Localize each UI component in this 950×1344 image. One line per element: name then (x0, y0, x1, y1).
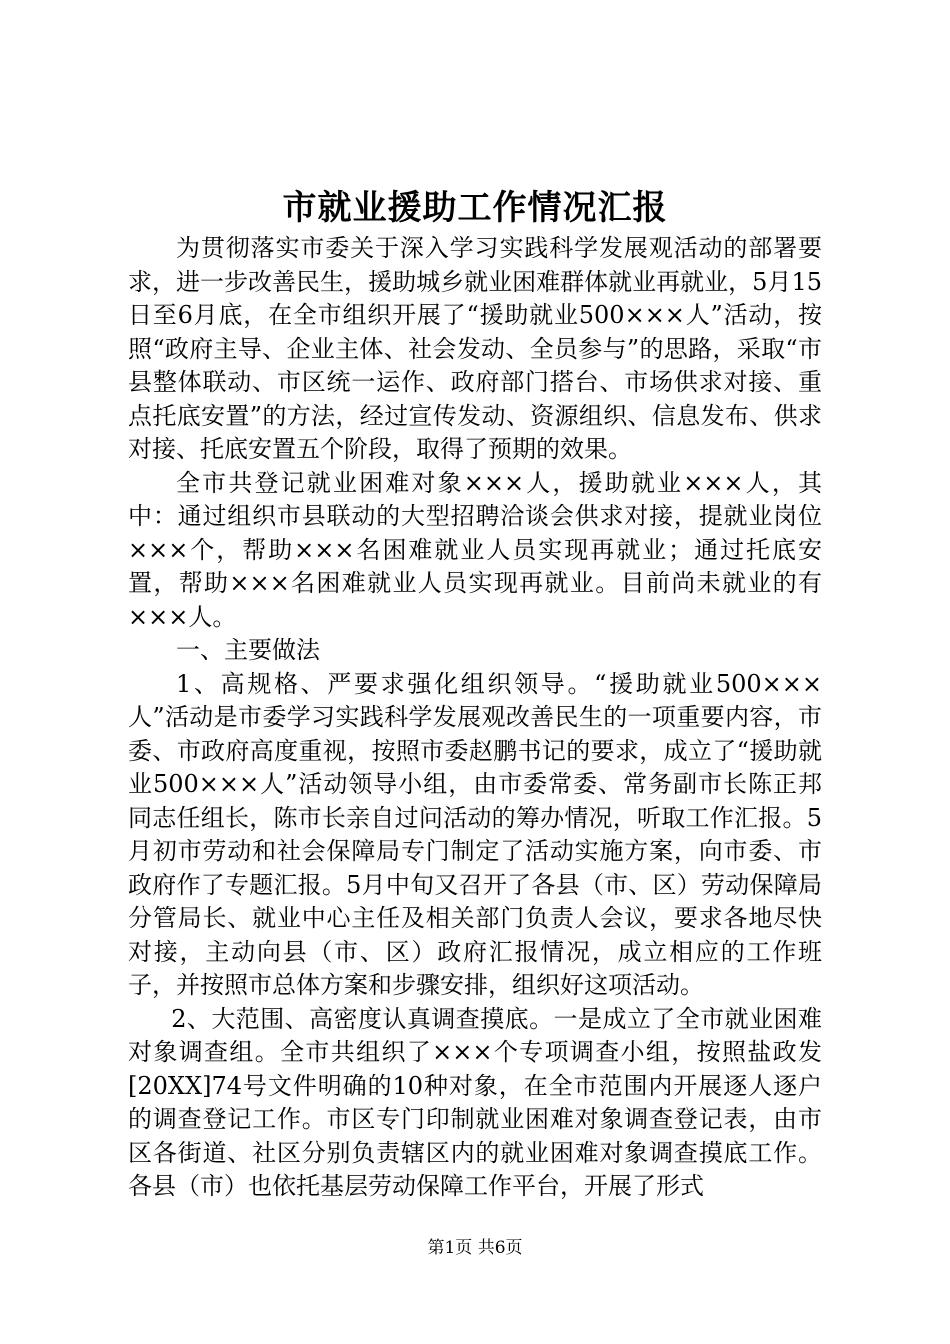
paragraph-intro: 为贯彻落实市委关于深入学习实践科学发展观活动的部署要求，进一步改善民生，援助城乡就业困难群体就业再就业，5月15日至6月底，在全市组织开展了“援助就业500×××人”活动，按照“政府主导、企业主体、社会发动、全员参与”的思路，采取“市县整体联动、市区统一运作、政府部门搭台、市场供求对接、重点托底安置”的方法，经过宣传发动、资源组织、信息发布、供求对接、托底安置五个阶段，取得了预期的效果。 (128, 234, 822, 463)
paragraph-method-2: 2、大范围、高密度认真调查摸底。一是成立了全市就业困难对象调查组。全市共组织了×××个专项调查小组，按照盐政发[20XX]74号文件明确的10种对象，在全市范围内开展逐人逐户的调查登记工作。市区专门印制就业困难对象调查登记表，由市区各街道、社区分别负责辖区内的就业困难对象调查摸底工作。各县（市）也依托基层劳动保障工作平台，开展了形式 (128, 1004, 822, 1200)
section-heading-main-methods: 一、主要做法 (176, 636, 320, 664)
paragraph-method-1: 1、高规格、严要求强化组织领导。“援助就业500×××人”活动是市委学习实践科学发展观改善民生的一项重要内容，市委、市政府高度重视，按照市委赵鹏书记的要求，成立了“援助就业500×××人”活动领导小组，由市委常委、常务副市长陈正邦同志任组长，陈市长亲自过问活动的筹办情况，听取工作汇报。5月初市劳动和社会保障局专门制定了活动实施方案，向市委、市政府作了专题汇报。5月中旬又召开了各县（市、区）劳动保障局分管局长、就业中心主任及相关部门负责人会议，要求各地尽快对接，主动向县（市、区）政府汇报情况，成立相应的工作班子，并按照市总体方案和步骤安排，组织好这项活动。 (128, 669, 822, 999)
document-body (128, 232, 822, 1204)
document-title: 市就业援助工作情况汇报 (282, 188, 668, 228)
page-number-footer: 第1页 共6页 (427, 1238, 523, 1258)
paragraph-summary: 全市共登记就业困难对象×××人，援助就业×××人，其中：通过组织市县联动的大型招聘洽谈会供求对接，提就业岗位×××个，帮助×××名困难就业人员实现再就业；通过托底安置，帮助×××名困难就业人员实现再就业。目前尚未就业的有×××人。 (128, 468, 822, 631)
